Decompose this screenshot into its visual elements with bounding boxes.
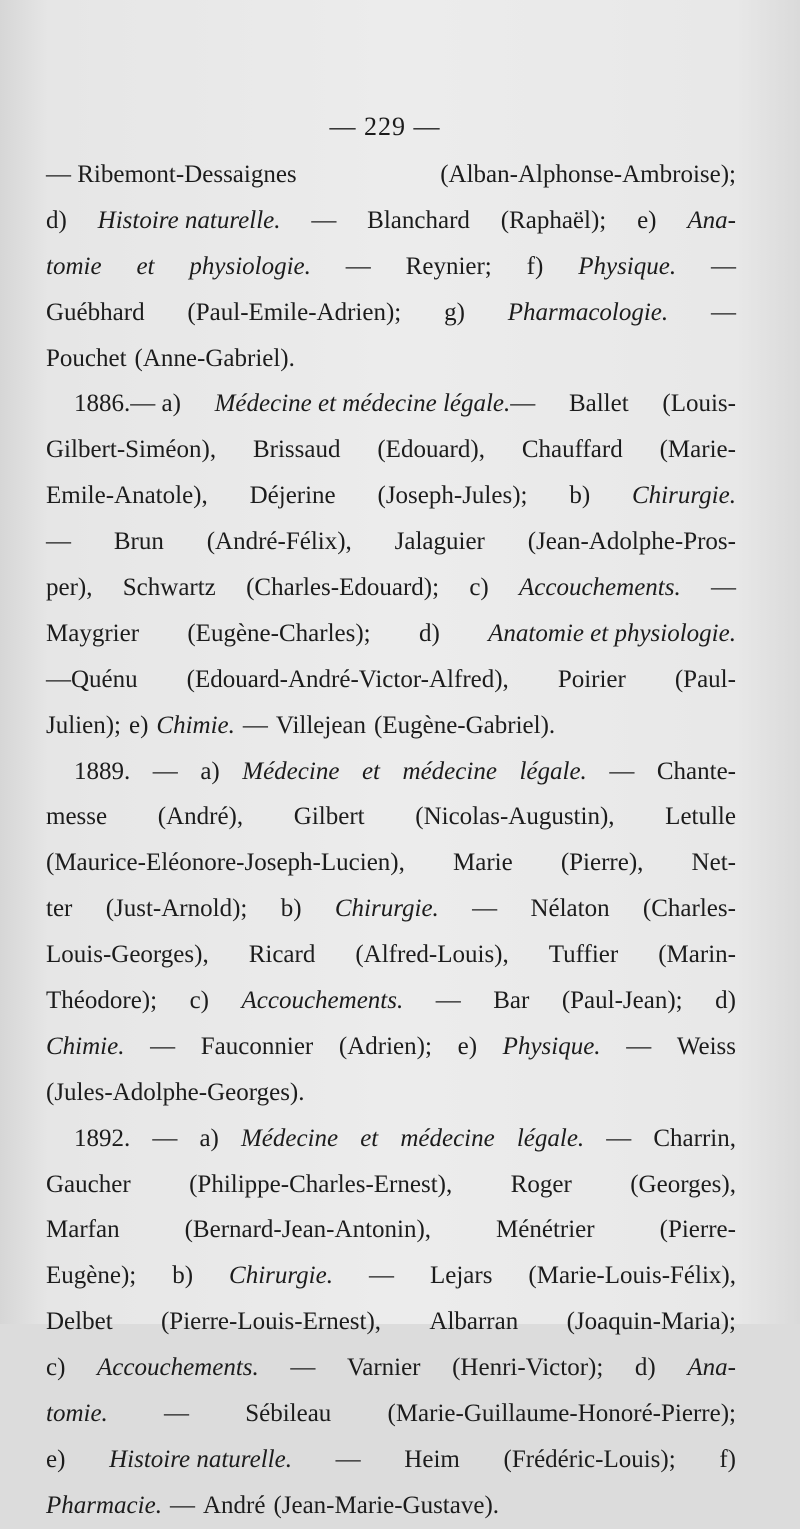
text-word: légale. bbox=[516, 1124, 585, 1152]
text-line bbox=[46, 152, 736, 198]
text-word: 1886.— a) bbox=[74, 390, 181, 418]
text-word: tomie. bbox=[46, 1400, 108, 1428]
text-word: Tuffier bbox=[548, 941, 619, 969]
text-word: Emile-Anatole), bbox=[46, 482, 208, 510]
text-word: Médecine bbox=[240, 1124, 339, 1152]
text-word: — bbox=[46, 528, 71, 556]
text-word: médecine bbox=[400, 1124, 495, 1152]
text-word: per), bbox=[46, 574, 93, 602]
text-word: Anatomie et physiologie. bbox=[488, 619, 736, 647]
text-word: Fauconnier bbox=[200, 1032, 314, 1060]
text-word: messe bbox=[46, 803, 108, 831]
text-line bbox=[46, 794, 736, 840]
text-word: (Raphaël); bbox=[500, 206, 607, 234]
text-word: a) bbox=[199, 1124, 219, 1152]
text-word: Physique. bbox=[578, 252, 677, 280]
text-word: — bbox=[152, 1124, 178, 1152]
text-word: — bbox=[242, 711, 268, 739]
text-word: légale. bbox=[519, 757, 587, 785]
text-line bbox=[46, 978, 736, 1024]
text-word: (André-Félix), bbox=[206, 528, 352, 556]
text-word: e) bbox=[46, 1445, 66, 1473]
text-word: f) bbox=[526, 252, 544, 280]
text-line bbox=[46, 1070, 736, 1116]
text-word: (Alfred-Louis), bbox=[355, 941, 509, 969]
page-number: — 229 — bbox=[329, 112, 441, 141]
text-word: Ana- bbox=[687, 1354, 736, 1382]
text-word: c) bbox=[189, 987, 209, 1015]
text-word: Chirurgie. bbox=[632, 482, 736, 510]
text-word: (Jules-Adolphe-Georges). bbox=[46, 1078, 305, 1106]
text-word: — bbox=[711, 574, 736, 602]
text-line bbox=[46, 1162, 736, 1208]
text-word: (Marie-Louis-Félix), bbox=[528, 1262, 736, 1290]
text-word: (Louis- bbox=[662, 390, 736, 418]
text-line bbox=[46, 427, 736, 473]
text-word: Ricard bbox=[248, 941, 316, 969]
text-word: Médecine bbox=[242, 757, 340, 785]
text-word: Pharmacologie. bbox=[507, 298, 669, 326]
text-word: Accouchements. bbox=[97, 1354, 259, 1382]
body-text bbox=[46, 152, 736, 1529]
text-word: — bbox=[150, 1032, 176, 1060]
text-word: Marfan bbox=[46, 1216, 120, 1244]
text-line bbox=[46, 381, 736, 427]
text-word: — bbox=[311, 206, 337, 234]
text-line bbox=[46, 840, 736, 886]
text-line bbox=[46, 886, 736, 932]
text-word: (Bernard-Jean-Antonin), bbox=[184, 1216, 432, 1244]
text-word: Ballet bbox=[568, 390, 629, 418]
text-line bbox=[46, 244, 736, 290]
text-word: (Pierre-Louis-Ernest), bbox=[160, 1308, 382, 1336]
text-word: ter bbox=[46, 895, 73, 923]
text-word: — bbox=[335, 1445, 361, 1473]
text-word: Histoire naturelle. bbox=[109, 1445, 292, 1473]
text-word: Chirurgie. bbox=[229, 1262, 333, 1290]
text-word: Poirier bbox=[557, 665, 626, 693]
text-line bbox=[46, 611, 736, 657]
text-word: (Paul-Jean); bbox=[561, 987, 683, 1015]
text-word: — bbox=[164, 1400, 189, 1428]
text-word: Schwartz bbox=[122, 574, 216, 602]
text-line bbox=[46, 1253, 736, 1299]
text-word: Net- bbox=[691, 849, 736, 877]
text-word: Guébhard bbox=[46, 298, 145, 326]
text-word: e) bbox=[457, 1032, 478, 1060]
text-line bbox=[46, 749, 736, 795]
text-word: (Maurice-Eléonore-Joseph-Lucien), bbox=[46, 849, 405, 877]
text-word: d) bbox=[418, 619, 440, 647]
text-word: Chante- bbox=[656, 757, 736, 785]
text-word: Maygrier bbox=[46, 619, 140, 647]
text-word: Pouchet bbox=[46, 344, 127, 372]
text-word: Letulle bbox=[665, 803, 736, 831]
text-word: 1892. bbox=[74, 1124, 131, 1152]
text-word: Physique. bbox=[502, 1032, 601, 1060]
text-word: Sébileau bbox=[245, 1400, 332, 1428]
text-word: Marie bbox=[453, 849, 513, 877]
text-line bbox=[46, 336, 736, 382]
text-word: — bbox=[152, 757, 178, 785]
text-word: (André), bbox=[157, 803, 244, 831]
text-word: Jalaguier bbox=[394, 528, 485, 556]
text-word: Brissaud bbox=[252, 436, 341, 464]
text-word: Gilbert bbox=[293, 803, 365, 831]
text-word: b) bbox=[172, 1262, 194, 1290]
text-word: Julien); bbox=[46, 711, 121, 739]
text-word: e) bbox=[129, 711, 149, 739]
text-word: f) bbox=[719, 1445, 736, 1473]
text-word: André bbox=[202, 1491, 266, 1519]
text-word: — bbox=[472, 895, 498, 923]
text-word: (Marie- bbox=[659, 436, 736, 464]
text-word: Ana- bbox=[687, 206, 736, 234]
text-word: Weiss bbox=[676, 1032, 736, 1060]
text-word: médecine bbox=[402, 757, 497, 785]
text-word: Albarran bbox=[429, 1308, 519, 1336]
text-word: (Joaquin-Maria); bbox=[566, 1308, 736, 1336]
text-word: (Charles- bbox=[642, 895, 736, 923]
text-word: — Ribemont-Dessaignes bbox=[46, 161, 297, 188]
text-word: Chauffard bbox=[521, 436, 623, 464]
text-word: (Eugène-Charles); bbox=[187, 619, 371, 647]
text-word: — bbox=[169, 1491, 195, 1519]
text-word: Delbet bbox=[46, 1308, 113, 1336]
text-word: (Henri-Victor); bbox=[452, 1354, 604, 1382]
text-word: c) bbox=[469, 574, 489, 602]
text-word: 1889. bbox=[74, 757, 131, 785]
text-word: Reynier; bbox=[405, 252, 492, 280]
text-word: Accouchements. bbox=[241, 987, 404, 1015]
text-word: Gaucher bbox=[46, 1170, 131, 1198]
text-word: Charrin, bbox=[653, 1124, 736, 1152]
text-word: (Marin- bbox=[658, 941, 736, 969]
text-line bbox=[46, 1345, 736, 1391]
text-word: (Adrien); bbox=[338, 1032, 432, 1060]
text-word: (Eugène-Gabriel). bbox=[374, 711, 556, 739]
text-word: (Jean-Marie-Gustave). bbox=[273, 1491, 500, 1519]
text-word: (Paul-Emile-Adrien); bbox=[187, 298, 402, 326]
text-word: Louis-Georges), bbox=[46, 941, 209, 969]
text-word: g) bbox=[444, 298, 465, 326]
text-word: — bbox=[710, 252, 736, 280]
text-line bbox=[46, 290, 736, 336]
text-word: d) bbox=[634, 1354, 656, 1382]
text-word: Bar bbox=[493, 987, 530, 1015]
text-word: Chimie. bbox=[46, 1032, 125, 1060]
text-word: e) bbox=[637, 206, 657, 234]
text-word: Médecine et médecine légale.— bbox=[214, 390, 536, 418]
text-word: (Jean-Adolphe-Pros- bbox=[527, 528, 736, 556]
text-line bbox=[46, 1024, 736, 1070]
text-word: Villejean bbox=[275, 711, 367, 739]
text-word: — bbox=[345, 252, 371, 280]
text-word: —Quénu bbox=[46, 665, 138, 693]
text-word: Nélaton bbox=[530, 895, 610, 923]
text-word: et bbox=[361, 757, 380, 785]
text-word: a) bbox=[200, 757, 220, 785]
text-word: Déjerine bbox=[249, 482, 336, 510]
text-word: Accouchements. bbox=[519, 574, 681, 602]
text-word: (Paul- bbox=[674, 665, 736, 693]
text-word: Ménétrier bbox=[496, 1216, 595, 1244]
text-word: Varnier bbox=[346, 1354, 421, 1382]
text-line bbox=[46, 1299, 736, 1345]
text-line bbox=[46, 473, 736, 519]
text-word: Brun bbox=[113, 528, 164, 556]
text-word: — bbox=[609, 757, 635, 785]
text-word: (Edouard-André-Victor-Alfred), bbox=[186, 665, 509, 693]
text-word: d) bbox=[46, 206, 67, 234]
text-word: (Charles-Edouard); bbox=[246, 574, 440, 602]
text-word: Chimie. bbox=[156, 711, 235, 739]
text-word: — bbox=[368, 1262, 394, 1290]
text-word: (Georges), bbox=[630, 1170, 736, 1198]
text-word: c) bbox=[46, 1354, 66, 1382]
text-word: (Nicolas-Augustin), bbox=[415, 803, 615, 831]
text-line bbox=[46, 565, 736, 611]
text-word: — bbox=[626, 1032, 652, 1060]
text-word: Gilbert-Siméon), bbox=[46, 436, 217, 464]
text-word: (Philippe-Charles-Ernest), bbox=[189, 1170, 453, 1198]
text-line bbox=[46, 1483, 736, 1529]
text-word: — bbox=[606, 1124, 632, 1152]
text-word: b) bbox=[280, 895, 302, 923]
text-word: d) bbox=[715, 987, 736, 1015]
text-line bbox=[46, 1116, 736, 1162]
text-word: (Joseph-Jules); bbox=[377, 482, 528, 510]
text-word: (Just-Arnold); bbox=[105, 895, 248, 923]
text-word: Chirurgie. bbox=[334, 895, 439, 923]
text-word: et bbox=[136, 252, 155, 280]
text-word: Lejars bbox=[429, 1262, 493, 1290]
text-line bbox=[46, 1391, 736, 1437]
text-word: Théodore); bbox=[46, 987, 158, 1015]
text-word: et bbox=[360, 1124, 379, 1152]
text-word: — bbox=[435, 987, 461, 1015]
text-line bbox=[46, 1437, 736, 1483]
text-word: Histoire naturelle. bbox=[97, 206, 281, 234]
text-word: b) bbox=[569, 482, 591, 510]
text-word: Eugène); bbox=[46, 1262, 137, 1290]
text-line bbox=[46, 657, 736, 703]
text-word: Blanchard bbox=[367, 206, 470, 234]
text-word: physiologie. bbox=[189, 252, 311, 280]
text-word: Roger bbox=[510, 1170, 572, 1198]
text-word: (Marie-Guillaume-Honoré-Pierre); bbox=[387, 1400, 736, 1428]
text-word: (Pierre- bbox=[659, 1216, 736, 1244]
text-word: tomie bbox=[46, 252, 102, 280]
text-word: (Edouard), bbox=[377, 436, 485, 464]
text-line bbox=[46, 1207, 736, 1253]
text-word: — bbox=[290, 1354, 316, 1382]
text-word: Heim bbox=[404, 1445, 460, 1473]
text-word: (Alban-Alphonse-Ambroise); bbox=[440, 161, 736, 188]
text-line bbox=[46, 198, 736, 244]
text-word: Pharmacie. bbox=[46, 1491, 162, 1519]
text-word: (Pierre), bbox=[560, 849, 644, 877]
text-line bbox=[46, 519, 736, 565]
text-word: (Frédéric-Louis); bbox=[503, 1445, 676, 1473]
text-word: (Anne-Gabriel). bbox=[134, 344, 295, 372]
text-line bbox=[46, 703, 736, 749]
text-line bbox=[46, 932, 736, 978]
text-word: — bbox=[711, 298, 736, 326]
